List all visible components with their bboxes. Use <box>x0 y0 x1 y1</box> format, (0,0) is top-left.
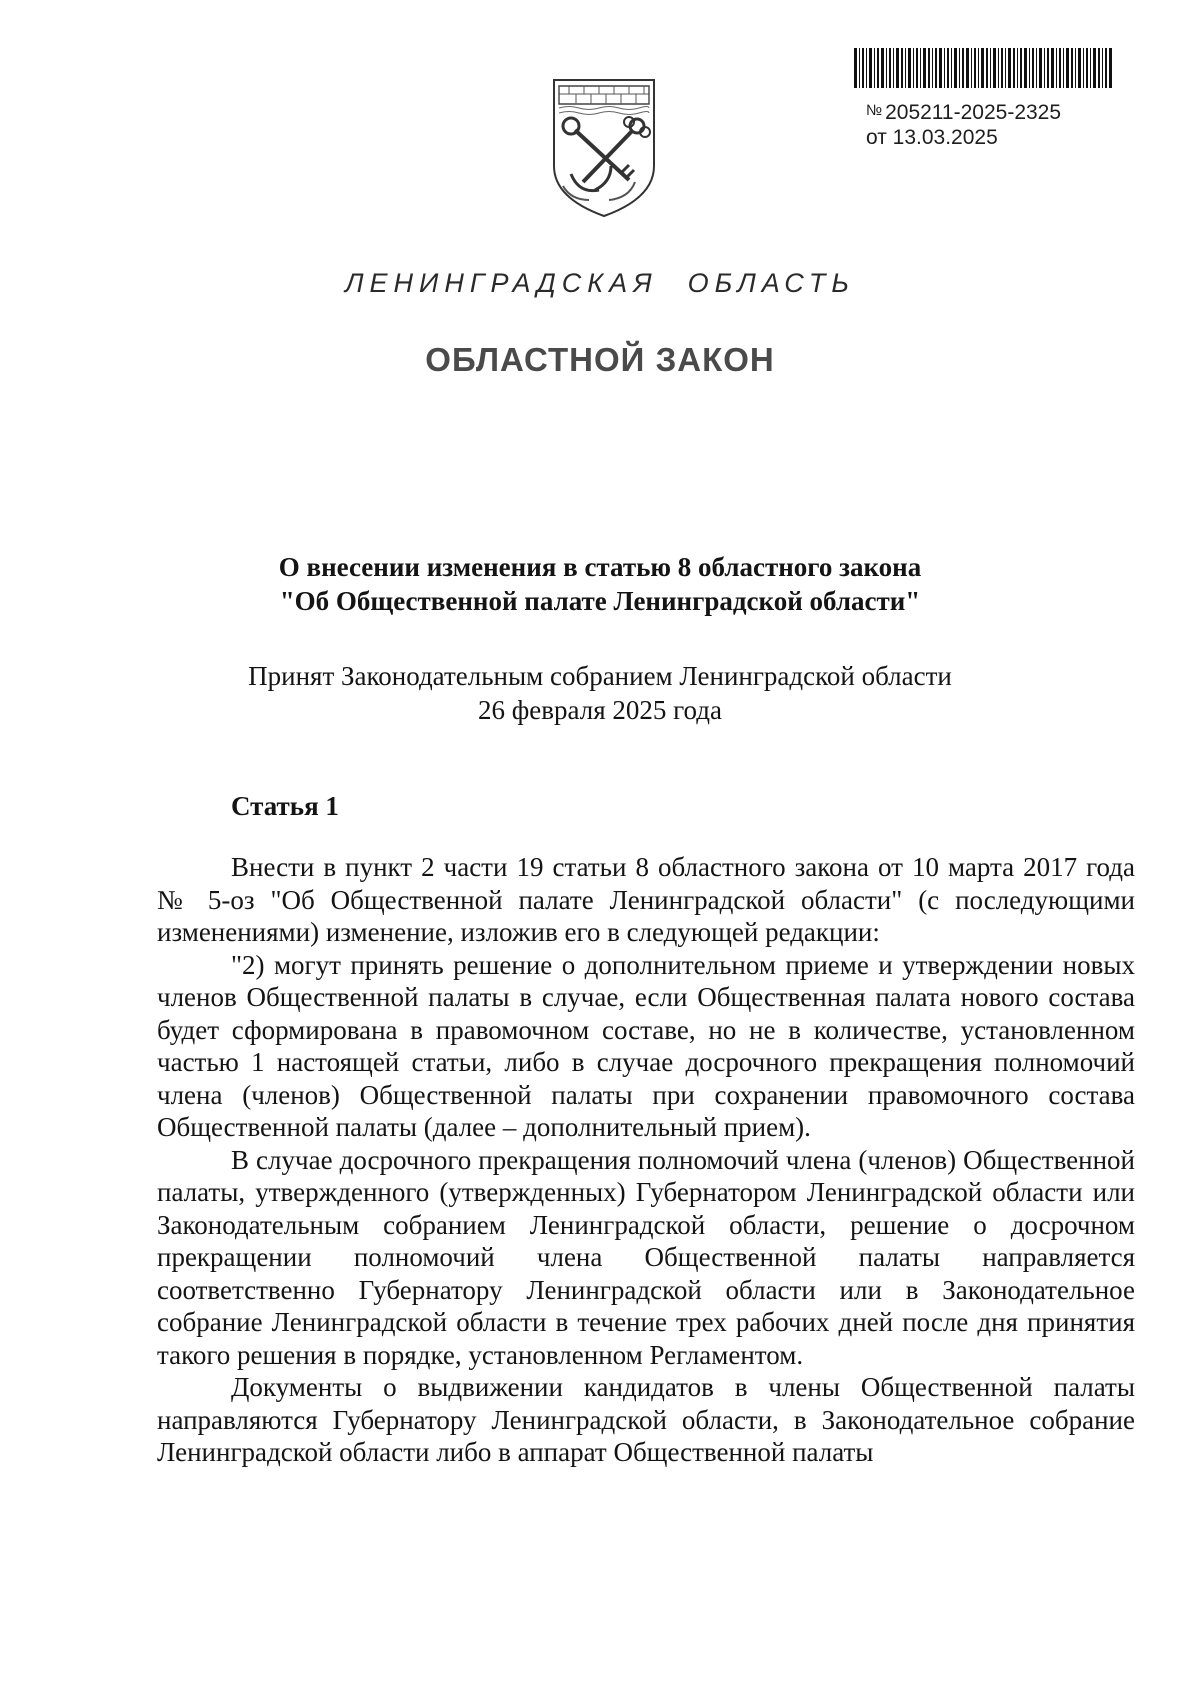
adoption-note-line-1: Принят Законодательным собранием Ленинградской области <box>248 661 952 691</box>
registration-number-line <box>866 98 1061 125</box>
adoption-date: 26 февраля 2025 года <box>478 695 722 725</box>
number-sign: № <box>866 102 883 119</box>
law-title-line-1: О внесении изменения в статью 8 областного закона <box>278 552 922 582</box>
law-title-line-2: "Об Общественной палате Ленинградской области" <box>279 586 921 616</box>
registration-number: 205211-2025-2325 <box>885 101 1062 124</box>
region-word-2: ОБЛАСТЬ <box>687 268 855 298</box>
adoption-note <box>0 659 1200 727</box>
article-paragraph-4: Документы о выдвижении кандидатов в члены Общественной палаты направляются Губернатору Ленинградской области, в Законодательное собрание Ленинградской области либо в аппарат Общественной палаты <box>157 1372 1135 1467</box>
article-heading: Статья 1 <box>231 791 339 821</box>
document-kind-heading: ОБЛАСТНОЙ ЗАКОН <box>425 341 775 378</box>
coat-of-arms-emblem <box>549 74 659 220</box>
article-paragraph-2: "2) могут принять решение о дополнительном приеме и утверждении новых членов Общественной палаты в случае, если Общественная палата нового состава будет сформирована в правомочном составе, но не в количестве, установленном частью 1 настоящей статьи, либо в случае досрочного прекращения полномочий члена (членов) Общественной палаты при сохранении правомочного состава Общественной палаты (далее – дополнительный прием). <box>157 949 1135 1142</box>
article-paragraph-3: В случае досрочного прекращения полномочий члена (членов) Общественной палаты, утвержденного (утвержденных) Губернатором Ленинградской области или Законодательным собранием Ленинградской области, решение о досрочном прекращении полномочий члена Общественной палаты направляется соответственно Губернатору Ленинградской области или в Законодательное собрание Ленинградской области в течение трех рабочих дней после дня принятия такого решения в порядке, установленном Регламентом. <box>157 1144 1135 1370</box>
region-heading <box>0 268 1200 299</box>
region-word-1: ЛЕНИНГРАДСКАЯ <box>345 268 658 298</box>
law-title <box>0 550 1200 618</box>
registration-stamp <box>866 98 1061 150</box>
article-body <box>157 851 1135 1469</box>
barcode <box>854 48 1114 88</box>
registration-date: от 13.03.2025 <box>866 126 998 149</box>
article-paragraph-1: Внести в пункт 2 части 19 статьи 8 областного закона от 10 марта 2017 года № 5-оз "Об Общественной палате Ленинградской области" (с последующими изменениями) изменение, изложив его в следующей редакции: <box>157 852 1135 947</box>
